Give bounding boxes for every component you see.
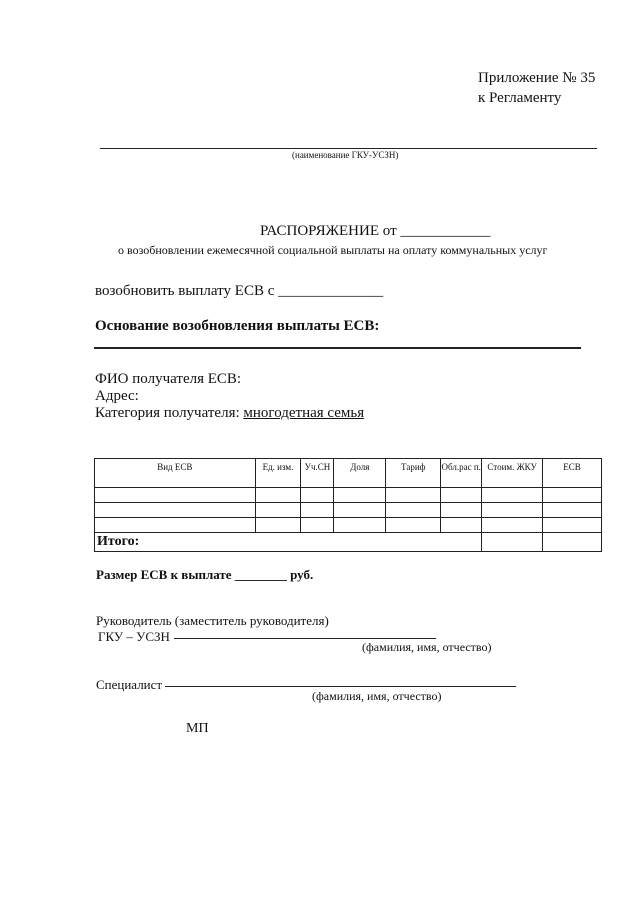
table-header-row [95,459,602,488]
address-label: Адрес: [95,388,139,404]
table-cell [334,518,386,533]
payment-amount: Размер ЕСВ к выплате ________ руб. [96,567,314,582]
table-cell [482,488,543,503]
head-org: ГКУ – УСЗН [98,629,170,644]
table-cell [95,503,256,518]
org-name-line [100,148,597,149]
column-header: Тариф [386,459,441,488]
table-cell [301,503,334,518]
table-cell [441,488,482,503]
column-header: Стоим. ЖКУ [482,459,543,488]
table-cell [255,518,301,533]
fio-label: ФИО получателя ЕСВ: [95,371,242,387]
table-cell [482,503,543,518]
appendix-note [478,68,595,108]
column-header: Вид ЕСВ [95,459,256,488]
total-cost-cell [482,533,543,552]
table-total-row [95,533,602,552]
category-row [95,405,364,422]
category-label: Категория получателя: [95,405,240,421]
column-header: Уч.СН [301,459,334,488]
head-title: Руководитель (заместитель руководителя) [96,613,329,628]
org-name-caption: (наименование ГКУ-УСЗН) [292,150,399,160]
table-cell [386,488,441,503]
table-cell [441,518,482,533]
ecs-table [94,458,602,552]
specialist-label: Специалист [96,677,163,692]
specialist-signature-line [165,686,516,687]
table-cell [255,503,301,518]
table-cell [543,518,602,533]
column-header: ЕСВ [543,459,602,488]
column-header: Доля [334,459,386,488]
table-cell [334,488,386,503]
table-cell [543,503,602,518]
table-cell [482,518,543,533]
table-cell [95,518,256,533]
table-cell [441,503,482,518]
total-label: Итого: [95,533,482,552]
column-header: Обл.рас п. [441,459,482,488]
table-cell [301,518,334,533]
table-row [95,488,602,503]
basis-line [94,347,581,349]
specialist-signature-caption: (фамилия, имя, отчество) [312,689,442,703]
total-ecs-cell [543,533,602,552]
resume-payment-line: возобновить выплату ЕСВ с ______________ [95,283,384,299]
head-signature-line [174,638,436,639]
table-cell [255,488,301,503]
appendix-line-1: Приложение № 35 [478,70,596,86]
recipient-info [95,371,364,422]
table-cell [334,503,386,518]
head-signature-caption: (фамилия, имя, отчество) [362,640,492,654]
stamp-place: МП [186,721,209,736]
appendix-line-2: к Регламенту [478,90,562,106]
table-row [95,518,602,533]
table-row [95,503,602,518]
basis-title: Основание возобновления выплаты ЕСВ: [95,318,380,334]
table-cell [301,488,334,503]
column-header: Ед. изм. [255,459,301,488]
order-subtitle: о возобновлении ежемесячной социальной выплаты на оплату коммунальных услуг [118,243,548,257]
table-cell [543,488,602,503]
table-cell [95,488,256,503]
table-cell [386,503,441,518]
category-value: многодетная семья [243,405,365,421]
order-title: РАСПОРЯЖЕНИЕ от ____________ [260,223,491,239]
table-cell [386,518,441,533]
